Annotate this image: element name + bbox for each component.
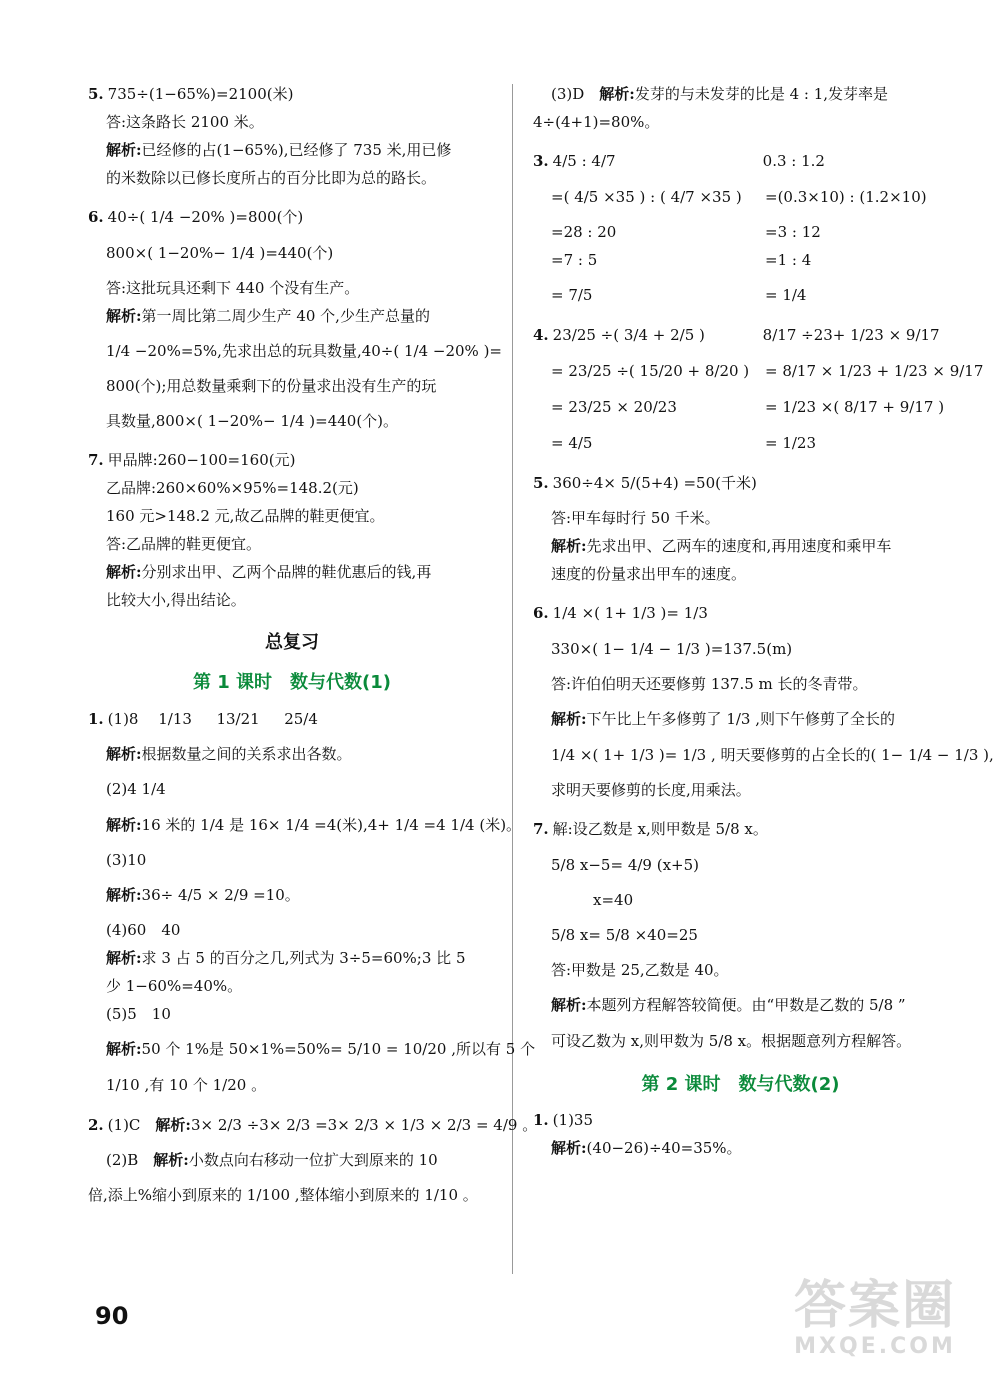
analysis-label: 解析:: [155, 1116, 191, 1134]
calc-step: = 23/25 × 20/23: [551, 398, 677, 416]
question-number: 7.: [88, 451, 104, 469]
watermark-logo: [770, 1278, 980, 1373]
review-title: 总复习: [265, 632, 319, 653]
right-column: [533, 80, 994, 1172]
analysis-label: 解析:: [551, 1139, 587, 1157]
analysis-label: 解析:: [599, 85, 635, 103]
equation: x=40: [593, 891, 634, 909]
analysis-text: 3× 2/3 ÷3× 2/3 =3× 2/3 × 1/3 × 2/3 = 4/9 。: [190, 1116, 538, 1134]
analysis-text: 4÷(4+1)=80%。: [533, 113, 660, 131]
analysis-text: 速度的份量求出甲车的速度。: [551, 565, 747, 583]
analysis-text: 1/4 −20%=5%,先求出总的玩具数量,40÷( 1/4 −20% )=: [106, 342, 502, 360]
answer: (2)4 1/4: [106, 780, 166, 798]
analysis-text: 根据数量之间的关系求出各数。: [141, 745, 352, 763]
left-s2: [88, 1110, 538, 1210]
answer: (3)D: [551, 85, 600, 103]
right-s1: [533, 1106, 948, 1162]
analysis-text: 具数量,800×( 1−20%− 1/4 )=440(个)。: [106, 412, 399, 430]
equation: 5/8 x= 5/8 ×40=25: [551, 926, 698, 944]
ratio-step: =( 4/5 ×35 ) : ( 4/7 ×35 ): [551, 188, 742, 206]
analysis-label: 解析:: [106, 1040, 142, 1058]
question-number: 5.: [533, 474, 549, 492]
equation: 160 元>148.2 元,故乙品牌的鞋更便宜。: [106, 507, 385, 525]
ratio-step: =7 : 5: [551, 251, 598, 269]
equation: 800×( 1−20%− 1/4 )=440(个): [106, 244, 334, 262]
answer: (1)C: [107, 1116, 156, 1134]
watermark-text: 答案圈: [793, 1276, 956, 1336]
analysis-text: 小数点向右移动一位扩大到原来的 10: [188, 1151, 438, 1169]
analysis-label: 解析:: [551, 537, 587, 555]
analysis-text: 1/10 ,有 10 个 1/20 。: [106, 1076, 267, 1094]
calc-step: = 23/25 ÷( 15/20 + 8/20 ): [551, 362, 750, 380]
analysis-text: 发芽的与未发芽的比是 4 : 1,发芽率是: [634, 85, 889, 103]
answer: (3)10: [106, 851, 147, 869]
analysis-text: 先求出甲、乙两车的速度和,再用速度和乘甲车: [586, 537, 892, 555]
analysis-text: 1/4 ×( 1+ 1/3 )= 1/3 , 明天要修剪的占全长的( 1− 1/4 − 1/3 ),: [551, 746, 994, 764]
equation: 1/4 ×( 1+ 1/3 )= 1/3: [552, 604, 708, 622]
ratio-step: = 1/4: [765, 286, 807, 304]
calc-step: 23/25 ÷( 3/4 + 2/5 ): [552, 326, 705, 344]
right-q7: [533, 814, 948, 1056]
right-q4: [533, 320, 984, 458]
left-q6: [88, 202, 502, 436]
answer: (2)B: [106, 1151, 154, 1169]
question-number: 1.: [533, 1111, 549, 1129]
analysis-label: 解析:: [551, 996, 587, 1014]
analysis-text: 第一周比第二周少生产 40 个,少生产总量的: [141, 307, 430, 325]
analysis-label: 解析:: [106, 141, 142, 159]
column-divider: [512, 84, 513, 1274]
analysis-label: 解析:: [106, 816, 142, 834]
question-number: 5.: [88, 85, 104, 103]
analysis-text: 比较大小,得出结论。: [106, 591, 246, 609]
calc-step: = 8/17 × 1/23 + 1/23 × 9/17: [765, 362, 984, 380]
equation: 甲品牌:260−100=160(元): [107, 451, 296, 469]
question-number: 7.: [533, 820, 549, 838]
equation: 40÷( 1/4 −20% )=800(个): [107, 208, 304, 226]
right-3d: [533, 80, 948, 136]
equation: 330×( 1− 1/4 − 1/3 )=137.5(m): [551, 640, 793, 658]
lesson-2-title: 第 2 课时 数与代数(2): [641, 1074, 840, 1095]
ratio-step: = 7/5: [551, 286, 593, 304]
answer: 答:这批玩具还剩下 440 个没有生产。: [106, 279, 360, 297]
watermark-url: MXQE.COM: [794, 1334, 956, 1359]
analysis-text: 800(个);用总数量乘剩下的份量求出没有生产的玩: [106, 377, 437, 395]
equation: 5/8 x−5= 4/9 (x+5): [551, 856, 700, 874]
right-q6: [533, 598, 994, 804]
equation: 360÷4× 5/(5+4) =50(千米): [552, 474, 757, 492]
right-q3: [533, 146, 948, 310]
ratio-step: =28 : 20: [551, 223, 617, 241]
answer: (1)8 1/13 13/21 25/4: [107, 710, 318, 728]
analysis-text: 可设乙数为 x,则甲数为 5/8 x。根据题意列方程解答。: [551, 1032, 912, 1050]
analysis-text: 求明天要修剪的长度,用乘法。: [551, 781, 751, 799]
analysis-text: 已经修的占(1−65%),已经修了 735 米,用已修: [141, 141, 452, 159]
ratio-step: =3 : 12: [765, 223, 821, 241]
analysis-text: 36÷ 4/5 × 2/9 =10。: [141, 886, 300, 904]
analysis-text: 下午比上午多修剪了 1/3 ,则下午修剪了全长的: [586, 710, 895, 728]
ratio-step: 4/5 : 4/7: [552, 152, 616, 170]
analysis-label: 解析:: [153, 1151, 189, 1169]
ratio-step: =(0.3×10) : (1.2×10): [765, 188, 927, 206]
answer: (4)60 40: [106, 921, 181, 939]
answer: 答:甲车每时行 50 千米。: [551, 509, 720, 527]
analysis-text: 倍,添上%缩小到原来的 1/100 ,整体缩小到原来的 1/10 。: [88, 1186, 478, 1204]
right-q5: [533, 468, 948, 588]
analysis-text: 16 米的 1/4 是 16× 1/4 =4(米),4+ 1/4 =4 1/4 (米)。: [141, 816, 522, 834]
analysis-label: 解析:: [106, 307, 142, 325]
answer: 答:许伯伯明天还要修剪 137.5 m 长的冬青带。: [551, 675, 868, 693]
calc-step: 8/17 ÷23+ 1/23 × 9/17: [762, 326, 940, 344]
left-q5: [88, 80, 496, 192]
page-number: 90: [95, 1302, 129, 1330]
ratio-step: =1 : 4: [765, 251, 812, 269]
question-number: 2.: [88, 1116, 104, 1134]
analysis-text: 本题列方程解答较简便。由“甲数是乙数的 5/8 ”: [586, 996, 906, 1014]
answer: (1)35: [552, 1111, 594, 1129]
analysis-text: 50 个 1%是 50×1%=50%= 5/10 = 10/20 ,所以有 5 个: [141, 1040, 536, 1058]
answer: 答:乙品牌的鞋更便宜。: [106, 535, 262, 553]
calc-step: = 1/23 ×( 8/17 + 9/17 ): [765, 398, 945, 416]
equation: 735÷(1−65%)=2100(米): [107, 85, 294, 103]
question-number: 6.: [533, 604, 549, 622]
analysis-label: 解析:: [106, 949, 142, 967]
analysis-label: 解析:: [106, 563, 142, 581]
calc-step: = 1/23: [765, 434, 817, 452]
question-number: 1.: [88, 710, 104, 728]
left-q7: [88, 446, 496, 614]
left-column: [88, 80, 538, 1220]
lesson-1-title: 第 1 课时 数与代数(1): [192, 672, 392, 693]
analysis-label: 解析:: [106, 886, 142, 904]
analysis-label: 解析:: [106, 745, 142, 763]
analysis-text: 的米数除以已修长度所占的百分比即为总的路长。: [106, 169, 437, 187]
answer: 答:这条路长 2100 米。: [106, 113, 264, 131]
answer: 答:甲数是 25,乙数是 40。: [551, 961, 729, 979]
equation: 乙品牌:260×60%×95%=148.2(元): [106, 479, 359, 497]
question-number: 4.: [533, 326, 549, 344]
ratio-step: 0.3 : 1.2: [762, 152, 825, 170]
analysis-text: 少 1−60%=40%。: [106, 977, 243, 995]
analysis-text: 分别求出甲、乙两个品牌的鞋优惠后的钱,再: [141, 563, 432, 581]
analysis-text: (40−26)÷40=35%。: [586, 1139, 742, 1157]
calc-step: = 4/5: [551, 434, 593, 452]
question-number: 3.: [533, 152, 549, 170]
analysis-label: 解析:: [551, 710, 587, 728]
analysis-text: 求 3 占 5 的百分之几,列式为 3÷5=60%;3 比 5: [141, 949, 466, 967]
left-s1: [88, 704, 536, 1100]
question-number: 6.: [88, 208, 104, 226]
answer: (5)5 10: [106, 1005, 171, 1023]
equation: 解:设乙数是 x,则甲数是 5/8 x。: [552, 820, 768, 838]
